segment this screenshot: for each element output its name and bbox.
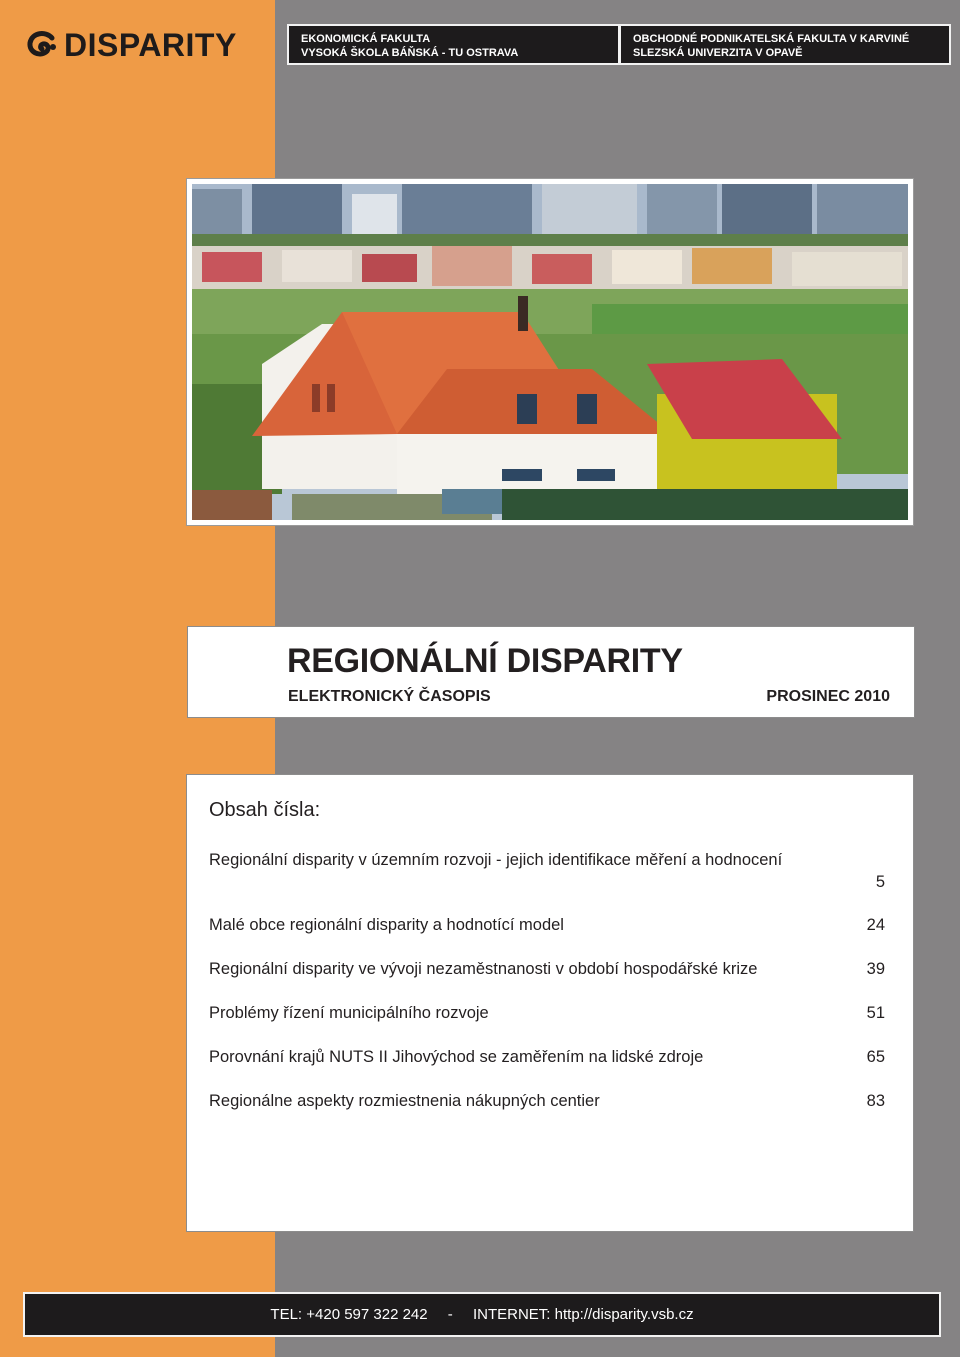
issue-date: PROSINEC 2010 [766, 688, 890, 705]
toc-entry-title: Porovnání krajů NUTS II Jihovýchod se zaměřením na lidské zdroje [209, 1048, 704, 1066]
toc-entry[interactable] [209, 1046, 885, 1068]
swirl-logo-icon [26, 30, 58, 60]
toc-entry-page: 39 [866, 960, 885, 978]
toc-entry-title: Regionální disparity ve vývoji nezaměstnanosti v období hospodářské krize [209, 960, 758, 978]
journal-title: REGIONÁLNÍ DISPARITY [287, 642, 683, 680]
toc-entry-page: 24 [866, 916, 885, 934]
houses-photo-illustration [192, 184, 908, 520]
toc-entry[interactable] [209, 958, 885, 980]
logo-text: DISPARITY [64, 27, 237, 63]
toc-entry-title: Regionálne aspekty rozmiestnenia nákupných centier [209, 1092, 600, 1110]
footer-separator: - [447, 1306, 453, 1323]
toc-entry-page: 83 [866, 1092, 885, 1110]
footer-website-link[interactable]: INTERNET: http://disparity.vsb.cz [472, 1306, 694, 1323]
institution-line: VYSOKÁ ŠKOLA BÁŇSKÁ - TU OSTRAVA [301, 47, 519, 59]
toc-entry-title: Regionální disparity v územním rozvoji - jejich identifikace měření a hodnocení [209, 851, 783, 869]
journal-subtitle: ELEKTRONICKÝ ČASOPIS [288, 688, 491, 705]
contact-footer [23, 1292, 941, 1337]
toc-entry-page: 5 [875, 873, 885, 891]
institution-line: EKONOMICKÁ FAKULTA [301, 33, 431, 45]
toc-entry[interactable] [209, 1002, 885, 1024]
toc-entry-title: Malé obce regionální disparity a hodnotící model [209, 916, 564, 934]
institution-line: SLEZSKÁ UNIVERZITA V OPAVĚ [633, 47, 803, 59]
toc-entry[interactable] [209, 914, 885, 936]
institution-box-vsb [287, 24, 620, 65]
toc-heading: Obsah čísla: [209, 799, 321, 821]
toc-entry-title: Problémy řízení municipálního rozvoje [209, 1004, 489, 1022]
footer-phone: TEL: +420 597 322 242 [270, 1306, 428, 1323]
institution-box-slu [619, 24, 951, 65]
disparity-logo [26, 27, 237, 63]
toc-entry-page: 51 [866, 1004, 885, 1022]
table-of-contents [186, 774, 914, 1232]
toc-entry[interactable] [209, 1090, 885, 1112]
toc-entry-page: 65 [866, 1048, 885, 1066]
cover-photo [186, 178, 914, 526]
institution-line: OBCHODNÉ PODNIKATELSKÁ FAKULTA V KARVINÉ [633, 33, 910, 45]
toc-entry[interactable] [209, 849, 885, 893]
journal-title-box [187, 626, 915, 718]
